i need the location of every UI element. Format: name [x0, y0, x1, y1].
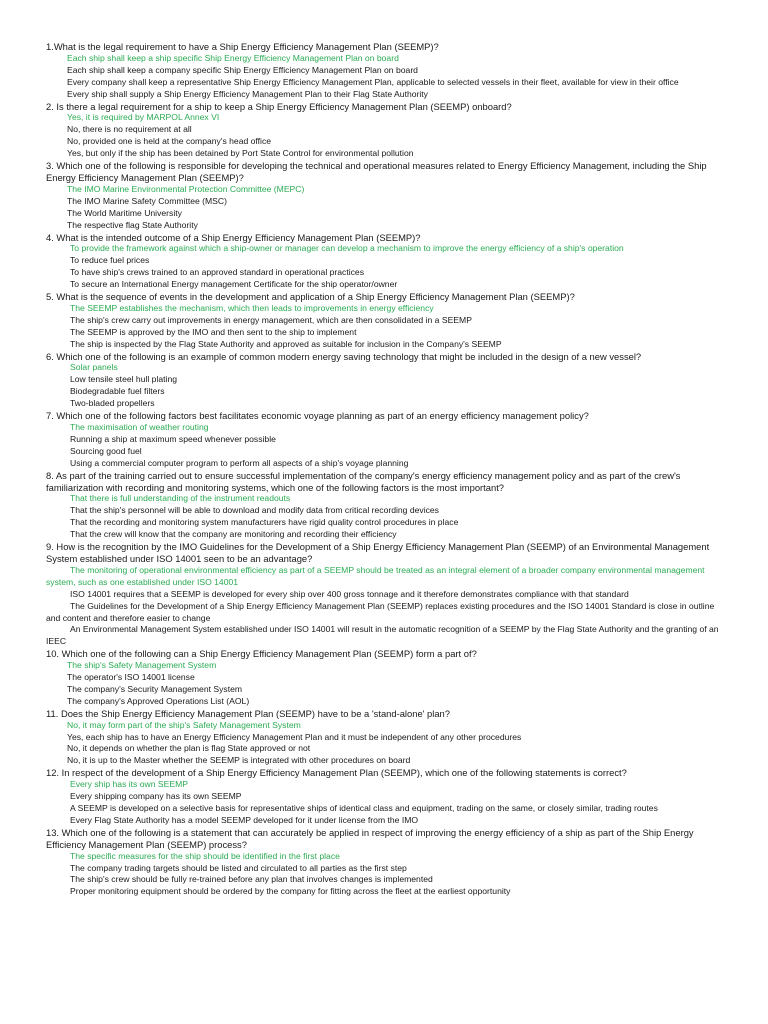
answer-option: The ship's crew should be fully re-trained before any plan that involves changes is implemented	[70, 874, 433, 885]
answer-option: No, it is up to the Master whether the SEEMP is integrated with other procedures on board	[67, 755, 411, 766]
answer-option: To have ship's crews trained to an approved standard in operational practices	[70, 267, 364, 278]
correct-answer: Solar panels	[70, 362, 118, 373]
answer-option: To reduce fuel prices	[70, 255, 150, 266]
answer-option: The respective flag State Authority	[67, 219, 198, 230]
question-block	[46, 470, 722, 541]
answer-option: Every Flag State Authority has a model SEEMP developed for it under license from the IMO	[70, 814, 419, 825]
correct-answer: The SEEMP establishes the mechanism, which then leads to improvements in energy efficiency	[70, 302, 434, 313]
question-block	[46, 767, 722, 827]
answer-option: Yes, each ship has to have an Energy Efficiency Management Plan and it must be independent of any other procedures	[67, 731, 522, 742]
answer-option: That the recording and monitoring system manufacturers have rigid quality control procedures in place	[70, 517, 459, 528]
answer-option: The Guidelines for the Development of a Ship Energy Efficiency Management Plan (SEEMP) replaces existing procedures and the ISO 14001 Standard is close in outline and content and therefore easier to change	[46, 600, 715, 623]
question-block	[46, 708, 722, 768]
answer-option: The SEEMP is approved by the IMO and then sent to the ship to implement	[70, 326, 357, 337]
question-block	[46, 160, 722, 231]
answer-option: Every ship shall supply a Ship Energy Efficiency Management Plan to their Flag State Authority	[67, 88, 428, 99]
answer-option: A SEEMP is developed on a selective basis for representative ships of identical class and equipment, trading on the same, or closely similar, trading routes	[70, 803, 658, 813]
question-text: 5. What is the sequence of events in the development and application of a Ship Energy Efficiency Management Plan (SEEMP)?	[46, 291, 575, 303]
answer-option: Using a commercial computer program to perform all aspects of a ship's voyage planning	[70, 457, 409, 468]
correct-answer: The IMO Marine Environmental Protection Committee (MEPC)	[67, 183, 305, 194]
correct-answer: The specific measures for the ship should be identified in the first place	[70, 850, 340, 861]
correct-answer: The maximisation of weather routing	[70, 422, 209, 432]
correct-answer: The monitoring of operational environmental efficiency as part of a SEEMP should be treated as an integral element of a broader company environmental management system, such as one established under ISO 14001	[46, 564, 705, 587]
answer-option: The ship is inspected by the Flag State Authority and approved as suitable for inclusion in the Company's SEEMP	[70, 338, 502, 349]
answer-option: The ship's crew carry out improvements in energy management, which are then consolidated in a SEEMP	[70, 314, 472, 325]
correct-answer: To provide the framework against which a ship-owner or manager can develop a mechanism to improve the energy efficiency of a ship's operation	[70, 243, 624, 254]
answer-option: No, provided one is held at the company's head office	[67, 136, 272, 147]
answer-option: That the ship's personnel will be able to download and modify data from critical recording devices	[70, 505, 439, 516]
question-text: 11. Does the Ship Energy Efficiency Management Plan (SEEMP) have to be a 'stand-alone' plan?	[46, 707, 450, 719]
answer-option: Low tensile steel hull plating	[70, 374, 178, 385]
answer-option: No, it depends on whether the plan is flag State approved or not	[67, 743, 311, 754]
answer-option: Yes, but only if the ship has been detained by Port State Control for environmental pollution	[67, 148, 414, 159]
question-block	[46, 827, 722, 898]
answer-option: To secure an International Energy management Certificate for the ship operator/owner	[70, 279, 398, 290]
answer-option: That the crew will know that the company are monitoring and recording their efficiency	[70, 529, 397, 540]
answer-option: Two-bladed propellers	[70, 398, 155, 409]
question-text: 9. How is the recognition by the IMO Guidelines for the Development of a Ship Energy Efficiency Management Plan (SEEMP) of an Environmental Management System established under ISO 14001 seen to be an advantage?	[46, 541, 710, 564]
correct-answer: Every ship has its own SEEMP	[70, 779, 188, 790]
question-block	[46, 648, 722, 708]
answer-option: Every shipping company has its own SEEMP	[70, 791, 242, 802]
correct-answer: No, it may form part of the ship's Safety Management System	[67, 719, 301, 730]
question-text: 12. In respect of the development of a Ship Energy Efficiency Management Plan (SEEMP), which one of the following statements is correct?	[46, 767, 627, 779]
answer-option: The company's Security Management System	[67, 683, 243, 694]
question-text: 3. Which one of the following is responsible for developing the technical and operational measures related to Energy Efficiency Management, including the Ship Energy Efficiency Management Plan (SEEMP)?	[46, 160, 707, 183]
answer-option: Proper monitoring equipment should be ordered by the company for fitting across the fleet at the earliest opportunity	[70, 886, 511, 897]
answer-option: No, there is no requirement at all	[67, 124, 192, 135]
question-text: 10. Which one of the following can a Ship Energy Efficiency Management Plan (SEEMP) form a part of?	[46, 648, 477, 660]
question-text: 4. What is the intended outcome of a Ship Energy Efficiency Management Plan (SEEMP)?	[46, 231, 421, 243]
correct-answer: Each ship shall keep a ship specific Ship Energy Efficiency Management Plan on board	[67, 52, 399, 63]
answer-option: The operator's ISO 14001 license	[67, 672, 195, 683]
question-text: 7. Which one of the following factors best facilitates economic voyage planning as part of an energy efficiency management policy?	[46, 410, 589, 422]
answer-option: Each ship shall keep a company specific Ship Energy Efficiency Management Plan on board	[67, 64, 418, 75]
answer-option: Sourcing good fuel	[70, 445, 142, 456]
question-text: 1.What is the legal requirement to have a Ship Energy Efficiency Management Plan (SEEMP)?	[46, 41, 439, 52]
question-text: 2. Is there a legal requirement for a ship to keep a Ship Energy Efficiency Management Plan (SEEMP) onboard?	[46, 100, 512, 112]
question-block	[46, 232, 722, 292]
answer-option: The company trading targets should be listed and circulated to all parties as the first step	[70, 862, 407, 873]
answer-option: Running a ship at maximum speed whenever possible	[70, 433, 276, 444]
answer-option: ISO 14001 requires that a SEEMP is developed for every ship over 400 gross tonnage and it therefore demonstrates compliance with that standard	[70, 588, 629, 599]
question-block	[46, 541, 722, 648]
question-block	[46, 410, 722, 470]
question-text: 6. Which one of the following is an example of common modern energy saving technology that might be included in the design of a new vessel?	[46, 350, 642, 362]
answer-option: Biodegradable fuel filters	[70, 386, 165, 397]
question-text: 13. Which one of the following is a statement that can accurately be applied in respect of improving the energy efficiency of a ship as part of the Ship Energy Efficiency Management Plan (SEEMP) process?	[46, 826, 694, 850]
question-text: 8. As part of the training carried out to ensure successful implementation of the company's energy efficiency management policy and as part of the crew's familiarization with recording and monitoring systems, which one of the following factors is the most important?	[46, 469, 681, 493]
correct-answer: Yes, it is required by MARPOL Annex VI	[67, 112, 220, 123]
correct-answer: That there is full understanding of the instrument readouts	[70, 493, 291, 504]
answer-option: The IMO Marine Safety Committee (MSC)	[67, 195, 227, 206]
document-body	[46, 41, 722, 898]
question-block	[46, 41, 722, 101]
answer-option: An Environmental Management System established under ISO 14001 will result in the automatic recognition of a SEEMP by the Flag State Authority and the granting of an IEEC	[46, 624, 719, 647]
answer-option: The company's Approved Operations List (AOL)	[67, 695, 250, 706]
answer-option: Every company shall keep a representative Ship Energy Efficiency Management Plan, applicable to selected vessels in their fleet, available for view in their office	[67, 76, 679, 87]
answer-option: The World Maritime University	[67, 207, 182, 218]
question-block	[46, 351, 722, 411]
correct-answer: The ship's Safety Management System	[67, 660, 217, 671]
question-block	[46, 291, 722, 351]
question-block	[46, 101, 722, 161]
